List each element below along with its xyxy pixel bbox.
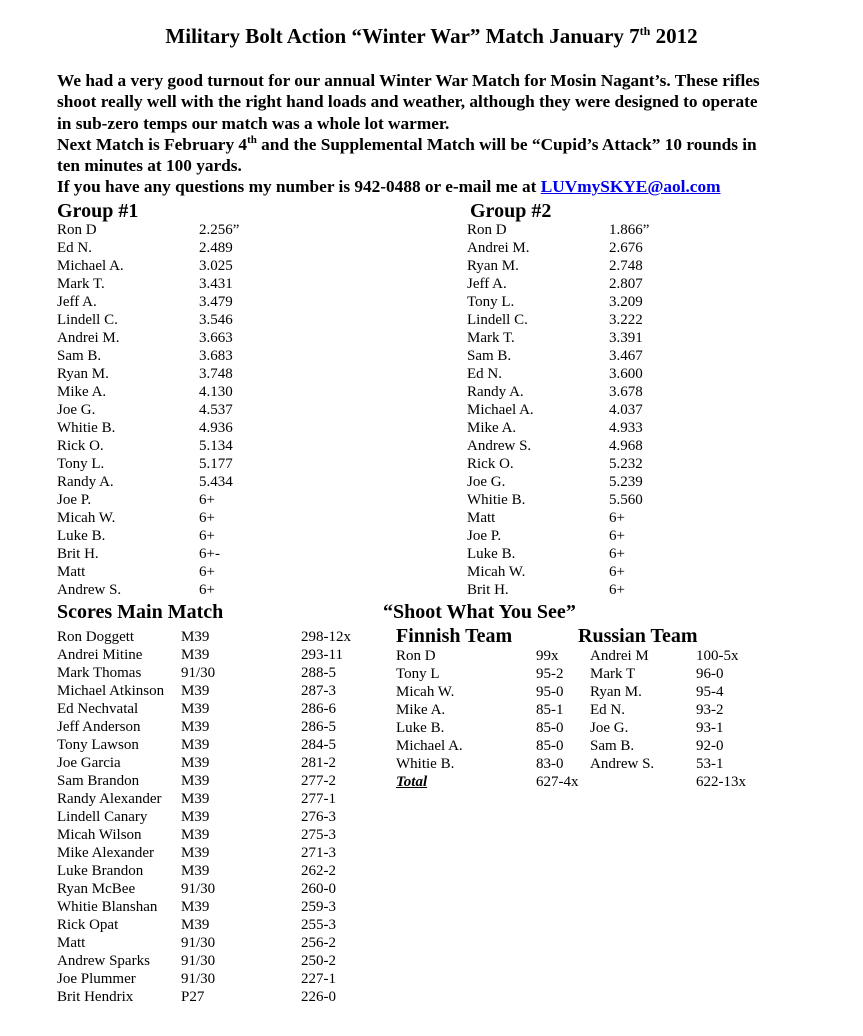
finnish-shooter-name: Whitie B. — [396, 756, 455, 772]
main-match-heading: Scores Main Match — [57, 601, 224, 623]
team-score-row — [396, 665, 796, 683]
shooter-name: Luke B. — [57, 528, 106, 544]
group2-row — [467, 491, 767, 509]
contact-text: If you have any questions my number is 942-0488 or e-mail me at — [57, 177, 541, 197]
group1-row — [57, 365, 357, 383]
group-size: 3.025 — [199, 258, 233, 274]
russian-score: 96-0 — [696, 666, 724, 682]
group2-row — [467, 275, 767, 293]
match-score: 226-0 — [301, 989, 336, 1005]
shooter-name: Michael Atkinson — [57, 683, 165, 699]
shooter-name: Mark T. — [467, 330, 515, 346]
rifle-model: M39 — [181, 647, 210, 663]
group-size: 6+ — [199, 492, 215, 508]
group2-row — [467, 563, 767, 581]
shooter-name: Joe P. — [467, 528, 502, 544]
shooter-name: Mike A. — [57, 384, 107, 400]
group-size: 2.748 — [609, 258, 643, 274]
group1-row — [57, 509, 357, 527]
rifle-model: 91/30 — [181, 953, 216, 969]
main-match-row — [57, 862, 387, 880]
shooter-name: Andrew S. — [467, 438, 532, 454]
shooter-name: Joe G. — [467, 474, 506, 490]
rifle-model: M39 — [181, 773, 210, 789]
rifle-model: M39 — [181, 683, 210, 699]
main-match-row — [57, 988, 387, 1006]
russian-score: 100-5x — [696, 648, 739, 664]
next-match-superscript: th — [247, 134, 257, 147]
group-size: 3.663 — [199, 330, 233, 346]
shooter-name: Andrei M. — [57, 330, 120, 346]
shooter-name: Jeff A. — [467, 276, 507, 292]
shooter-name: Andrew S. — [57, 582, 122, 598]
group1-row — [57, 545, 357, 563]
group1-row — [57, 329, 357, 347]
shooter-name: Randy A. — [467, 384, 524, 400]
main-match-list — [57, 628, 387, 1006]
group2-row — [467, 347, 767, 365]
match-score: 284-5 — [301, 737, 336, 753]
shooter-name: Ron D — [57, 222, 97, 238]
total-label: Total — [396, 774, 428, 790]
intro-paragraph — [57, 70, 847, 198]
group2-row — [467, 455, 767, 473]
group2-row — [467, 401, 767, 419]
group-size: 3.683 — [199, 348, 233, 364]
group2-row — [467, 473, 767, 491]
finnish-score: 99x — [536, 648, 559, 664]
main-match-row — [57, 934, 387, 952]
group-size: 6+ — [199, 564, 215, 580]
match-score: 277-2 — [301, 773, 336, 789]
group-size: 2.489 — [199, 240, 233, 256]
shooter-name: Mark Thomas — [57, 665, 142, 681]
rifle-model: 91/30 — [181, 881, 216, 897]
main-match-row — [57, 790, 387, 808]
group-size: 4.037 — [609, 402, 643, 418]
group-size: 4.968 — [609, 438, 643, 454]
rifle-model: M39 — [181, 791, 210, 807]
next-match-text-rest: and the Supplemental Match will be “Cupid’s Attack” 10 rounds in — [256, 134, 757, 154]
group-size: 3.209 — [609, 294, 643, 310]
finnish-team-heading: Finnish Team — [396, 625, 513, 647]
group-size: 5.434 — [199, 474, 233, 490]
match-score: 262-2 — [301, 863, 336, 879]
group-size: 3.748 — [199, 366, 233, 382]
russian-shooter-name: Ryan M. — [590, 684, 642, 700]
group2-row — [467, 239, 767, 257]
group1-row — [57, 221, 357, 239]
russian-score: 95-4 — [696, 684, 724, 700]
shooter-name: Ed N. — [57, 240, 92, 256]
shooter-name: Ryan McBee — [57, 881, 136, 897]
main-match-row — [57, 700, 387, 718]
main-match-row — [57, 628, 387, 646]
group-size: 3.678 — [609, 384, 643, 400]
group2-heading: Group #2 — [470, 200, 552, 222]
group1-row — [57, 293, 357, 311]
shooter-name: Michael A. — [57, 258, 124, 274]
match-score: 250-2 — [301, 953, 336, 969]
shooter-name: Randy Alexander — [57, 791, 162, 807]
group1-row — [57, 239, 357, 257]
russian-shooter-name: Ed N. — [590, 702, 625, 718]
shooter-name: Rick Opat — [57, 917, 119, 933]
group1-row — [57, 257, 357, 275]
shoot-what-you-see-heading: “Shoot What You See” — [383, 601, 576, 623]
group-size: 6+ — [199, 528, 215, 544]
shooter-name: Joe G. — [57, 402, 96, 418]
group-size: 6+ — [199, 582, 215, 598]
group2-row — [467, 257, 767, 275]
finnish-shooter-name: Tony L — [396, 666, 440, 682]
main-match-row — [57, 826, 387, 844]
rifle-model: M39 — [181, 701, 210, 717]
team-score-row — [396, 701, 796, 719]
group1-row — [57, 563, 357, 581]
shooter-name: Tony L. — [467, 294, 515, 310]
shooter-name: Mark T. — [57, 276, 105, 292]
main-match-row — [57, 646, 387, 664]
group-size: 6+ — [609, 546, 625, 562]
rifle-model: P27 — [181, 989, 205, 1005]
shooter-name: Jeff Anderson — [57, 719, 141, 735]
shooter-name: Ryan M. — [57, 366, 109, 382]
group1-row — [57, 383, 357, 401]
group-size: 1.866” — [609, 222, 650, 238]
match-score: 286-5 — [301, 719, 336, 735]
shooter-name: Brit H. — [57, 546, 99, 562]
russian-shooter-name: Joe G. — [590, 720, 629, 736]
group1-row — [57, 419, 357, 437]
russian-score: 93-2 — [696, 702, 724, 718]
rifle-model: M39 — [181, 737, 210, 753]
next-match-text: Next Match is February 4 — [57, 134, 248, 154]
shooter-name: Tony Lawson — [57, 737, 139, 753]
match-score: 287-3 — [301, 683, 336, 699]
group-size: 2.807 — [609, 276, 643, 292]
match-score: 298-12x — [301, 629, 351, 645]
finnish-total: 627-4x — [536, 774, 579, 790]
russian-score: 53-1 — [696, 756, 724, 772]
rifle-model: M39 — [181, 899, 210, 915]
shooter-name: Mike Alexander — [57, 845, 155, 861]
shooter-name: Lindell C. — [467, 312, 528, 328]
finnish-shooter-name: Micah W. — [396, 684, 455, 700]
team-total-row — [396, 773, 796, 791]
shooter-name: Mike A. — [467, 420, 517, 436]
group2-row — [467, 545, 767, 563]
finnish-score: 95-0 — [536, 684, 564, 700]
shooter-name: Ryan M. — [467, 258, 519, 274]
group2-row — [467, 419, 767, 437]
group2-row — [467, 437, 767, 455]
shooter-name: Brit H. — [467, 582, 509, 598]
group2-row — [467, 293, 767, 311]
shooter-name: Rick O. — [57, 438, 104, 454]
group-size: 4.936 — [199, 420, 233, 436]
group2-row — [467, 221, 767, 239]
group1-row — [57, 455, 357, 473]
group2-row — [467, 581, 767, 599]
main-match-row — [57, 952, 387, 970]
shooter-name: Sam B. — [57, 348, 102, 364]
team-score-row — [396, 683, 796, 701]
match-score: 227-1 — [301, 971, 336, 987]
group1-list — [57, 221, 357, 599]
shooter-name: Tony L. — [57, 456, 105, 472]
next-match-line — [57, 134, 847, 155]
shooter-name: Andrew Sparks — [57, 953, 150, 969]
match-score: 256-2 — [301, 935, 336, 951]
title-superscript: th — [639, 24, 651, 38]
shooter-name: Whitie Blanshan — [57, 899, 158, 915]
russian-score: 92-0 — [696, 738, 724, 754]
finnish-score: 85-0 — [536, 738, 564, 754]
main-match-row — [57, 808, 387, 826]
shooter-name: Michael A. — [467, 402, 534, 418]
match-score: 271-3 — [301, 845, 336, 861]
shooter-name: Micah Wilson — [57, 827, 142, 843]
main-match-row — [57, 916, 387, 934]
shooter-name: Sam Brandon — [57, 773, 140, 789]
main-match-row — [57, 844, 387, 862]
intro-line: ten minutes at 100 yards. — [57, 156, 242, 176]
group2-row — [467, 383, 767, 401]
rifle-model: M39 — [181, 809, 210, 825]
russian-shooter-name: Andrew S. — [590, 756, 655, 772]
match-score: 277-1 — [301, 791, 336, 807]
intro-line: We had a very good turnout for our annual Winter War Match for Mosin Nagant’s. These rifles — [57, 71, 760, 90]
shooter-name: Matt — [467, 510, 496, 526]
shooter-name: Whitie B. — [57, 420, 116, 436]
main-match-row — [57, 898, 387, 916]
shooter-name: Ron Doggett — [57, 629, 135, 645]
group-size: 6+ — [609, 582, 625, 598]
match-score: 293-11 — [301, 647, 343, 663]
group-size: 4.933 — [609, 420, 643, 436]
finnish-score: 95-2 — [536, 666, 564, 682]
group-size: 6+- — [199, 546, 220, 562]
shooter-name: Micah W. — [467, 564, 526, 580]
match-score: 260-0 — [301, 881, 336, 897]
group-size: 6+ — [199, 510, 215, 526]
group-size: 3.546 — [199, 312, 233, 328]
group2-row — [467, 311, 767, 329]
intro-line: shoot really well with the right hand loads and weather, although they were designed to operate — [57, 92, 758, 112]
group-size: 3.222 — [609, 312, 643, 328]
rifle-model: 91/30 — [181, 665, 216, 681]
russian-score: 93-1 — [696, 720, 724, 736]
finnish-shooter-name: Luke B. — [396, 720, 445, 736]
group-size: 6+ — [609, 564, 625, 580]
shooter-name: Lindell Canary — [57, 809, 148, 825]
match-score: 281-2 — [301, 755, 336, 771]
russian-shooter-name: Mark T — [590, 666, 636, 682]
finnish-score: 83-0 — [536, 756, 564, 772]
group1-row — [57, 401, 357, 419]
group2-row — [467, 329, 767, 347]
shooter-name: Ron D — [467, 222, 507, 238]
team-score-row — [396, 755, 796, 773]
page-title — [0, 24, 863, 49]
group-size: 3.431 — [199, 276, 233, 292]
group-size: 5.239 — [609, 474, 643, 490]
main-match-row — [57, 736, 387, 754]
shooter-name: Andrei M. — [467, 240, 530, 256]
match-score: 259-3 — [301, 899, 336, 915]
shooter-name: Brit Hendrix — [57, 989, 134, 1005]
russian-shooter-name: Sam B. — [590, 738, 635, 754]
group-size: 5.134 — [199, 438, 233, 454]
group-size: 3.479 — [199, 294, 233, 310]
group2-row — [467, 527, 767, 545]
group-size: 3.467 — [609, 348, 643, 364]
shooter-name: Joe Garcia — [57, 755, 121, 771]
rifle-model: M39 — [181, 755, 210, 771]
team-score-row — [396, 719, 796, 737]
group-size: 3.600 — [609, 366, 643, 382]
main-match-row — [57, 682, 387, 700]
rifle-model: M39 — [181, 845, 210, 861]
group-size: 6+ — [609, 510, 625, 526]
shooter-name: Lindell C. — [57, 312, 118, 328]
group-size: 2.676 — [609, 240, 643, 256]
shooter-name: Matt — [57, 564, 86, 580]
group-size: 5.560 — [609, 492, 643, 508]
match-score: 286-6 — [301, 701, 336, 717]
rifle-model: M39 — [181, 827, 210, 843]
main-match-row — [57, 754, 387, 772]
group-size: 4.537 — [199, 402, 233, 418]
group-size: 6+ — [609, 528, 625, 544]
group1-row — [57, 347, 357, 365]
group1-row — [57, 275, 357, 293]
shooter-name: Luke B. — [467, 546, 516, 562]
shoot-what-you-see-list — [396, 647, 796, 791]
shooter-name: Andrei Mitine — [57, 647, 143, 663]
shooter-name: Jeff A. — [57, 294, 97, 310]
main-match-row — [57, 772, 387, 790]
shooter-name: Matt — [57, 935, 86, 951]
finnish-score: 85-1 — [536, 702, 564, 718]
team-score-row — [396, 737, 796, 755]
contact-line — [57, 176, 847, 197]
group1-row — [57, 473, 357, 491]
rifle-model: M39 — [181, 863, 210, 879]
shooter-name: Rick O. — [467, 456, 514, 472]
group2-row — [467, 509, 767, 527]
group2-list — [467, 221, 767, 599]
finnish-shooter-name: Ron D — [396, 648, 436, 664]
finnish-score: 85-0 — [536, 720, 564, 736]
rifle-model: 91/30 — [181, 935, 216, 951]
match-score: 255-3 — [301, 917, 336, 933]
rifle-model: M39 — [181, 719, 210, 735]
shooter-name: Luke Brandon — [57, 863, 144, 879]
title-year: 2012 — [650, 24, 698, 48]
finnish-shooter-name: Michael A. — [396, 738, 463, 754]
group-size: 5.232 — [609, 456, 643, 472]
shooter-name: Joe Plummer — [57, 971, 136, 987]
main-match-row — [57, 718, 387, 736]
rifle-model: M39 — [181, 917, 210, 933]
main-match-row — [57, 664, 387, 682]
group1-heading: Group #1 — [57, 200, 139, 222]
main-match-row — [57, 970, 387, 988]
group-size: 4.130 — [199, 384, 233, 400]
group2-row — [467, 365, 767, 383]
russian-shooter-name: Andrei M — [590, 648, 649, 664]
shooter-name: Ed Nechvatal — [57, 701, 139, 717]
shooter-name: Joe P. — [57, 492, 92, 508]
group-size: 5.177 — [199, 456, 233, 472]
main-match-row — [57, 880, 387, 898]
match-score: 288-5 — [301, 665, 336, 681]
group-size: 2.256” — [199, 222, 240, 238]
group1-row — [57, 491, 357, 509]
email-link[interactable]: LUVmySKYE@aol.com — [540, 177, 721, 197]
finnish-shooter-name: Mike A. — [396, 702, 446, 718]
match-score: 275-3 — [301, 827, 336, 843]
group1-row — [57, 527, 357, 545]
rifle-model: M39 — [181, 629, 210, 645]
rifle-model: 91/30 — [181, 971, 216, 987]
group-size: 3.391 — [609, 330, 643, 346]
intro-line: in sub-zero temps our match was a whole lot warmer. — [57, 113, 450, 133]
shooter-name: Micah W. — [57, 510, 116, 526]
group1-row — [57, 437, 357, 455]
shooter-name: Ed N. — [467, 366, 502, 382]
russian-team-heading: Russian Team — [578, 625, 698, 647]
title-text: Military Bolt Action “Winter War” Match January 7 — [165, 24, 640, 48]
russian-total: 622-13x — [696, 774, 746, 790]
shooter-name: Sam B. — [467, 348, 512, 364]
team-score-row — [396, 647, 796, 665]
shooter-name: Randy A. — [57, 474, 114, 490]
shooter-name: Whitie B. — [467, 492, 526, 508]
match-score: 276-3 — [301, 809, 336, 825]
group1-row — [57, 311, 357, 329]
group1-row — [57, 581, 357, 599]
